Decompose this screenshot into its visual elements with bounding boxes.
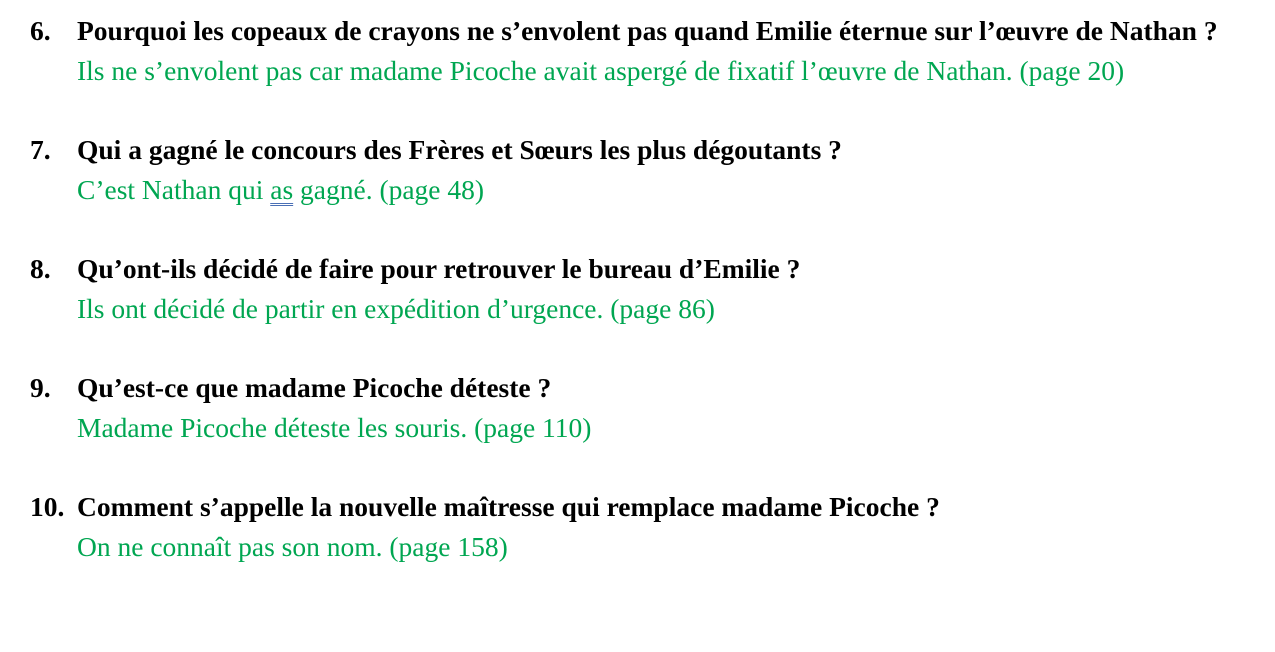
qa-content [77,368,1260,447]
answer-text: On ne connaît pas son nom. (page 158) [77,530,508,562]
qa-item-6 [30,11,1260,90]
question-number: 9. [30,372,51,403]
question-text: Pourquoi les copeaux de crayons ne s’envolent pas quand Emilie éternue sur l’œuvre de Nathan ? [77,15,1218,46]
qa-item-8 [30,249,1260,328]
question-text: Qu’est-ce que madame Picoche déteste ? [77,372,552,403]
question-answer-list [30,11,1260,566]
question-number: 6. [30,15,51,46]
spacer [30,90,1260,130]
question-text: Qui a gagné le concours des Frères et Sœurs les plus dégoutants ? [77,134,842,165]
spacer [30,209,1260,249]
qa-content [77,487,1260,566]
spacer [30,328,1260,368]
qa-content [77,130,1260,209]
qa-item-10 [30,487,1260,566]
answer-text-end: gagné. (page 48) [293,173,485,205]
question-text: Qu’ont-ils décidé de faire pour retrouver le bureau d’Emilie ? [77,253,801,284]
answer-text: Ils ont décidé de partir en expédition d’urgence. (page 86) [77,292,715,324]
qa-content [77,11,1260,90]
question-number: 10. [30,491,65,522]
qa-item-9 [30,368,1260,447]
answer-text: Madame Picoche déteste les souris. (page 110) [77,411,592,443]
spellcheck-flagged-word[interactable]: as [270,173,294,205]
question-number: 7. [30,134,51,165]
qa-content [77,249,1260,328]
question-text: Comment s’appelle la nouvelle maîtresse qui remplace madame Picoche ? [77,491,940,522]
spacer [30,447,1260,487]
answer-text: Ils ne s’envolent pas car madame Picoche avait aspergé de fixatif l’œuvre de Nathan. (page 20) [77,54,1125,86]
qa-item-7 [30,130,1260,209]
question-number: 8. [30,253,51,284]
answer-text-start: C’est Nathan qui [77,173,271,205]
answer-text [77,170,1260,210]
